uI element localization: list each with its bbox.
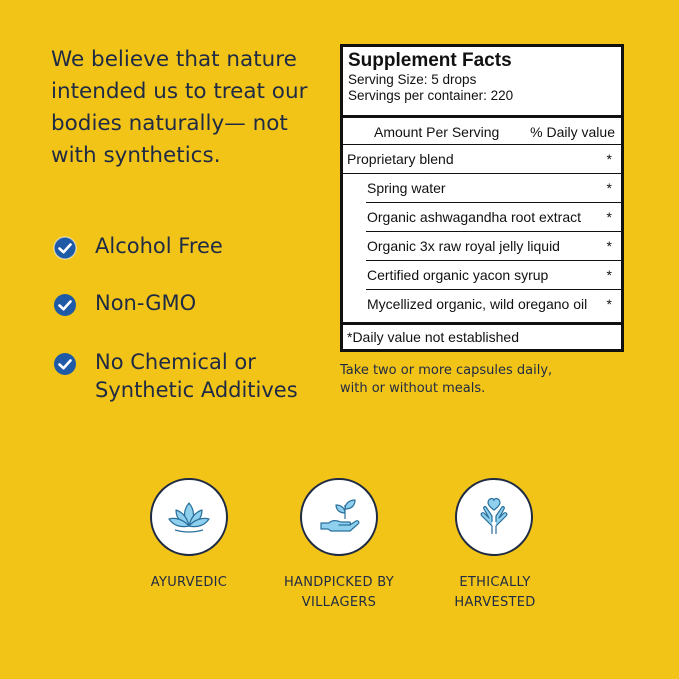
feature-label: No Chemical or Synthetic Additives bbox=[95, 350, 298, 402]
handpicked-badge bbox=[300, 478, 378, 556]
handpicked-label: HANDPICKED BY VILLAGERS bbox=[283, 575, 395, 610]
ingredient-daily-value: * bbox=[606, 267, 612, 283]
hands-with-heart-icon bbox=[472, 496, 516, 538]
serving-size: Serving Size: 5 drops bbox=[348, 72, 477, 87]
check-circle-icon bbox=[53, 293, 77, 317]
daily-value-header: % Daily value bbox=[530, 124, 615, 140]
ayurvedic-label: AYURVEDIC bbox=[150, 575, 228, 590]
ingredient-daily-value: * bbox=[606, 238, 612, 254]
facts-row bbox=[343, 261, 621, 290]
ingredient-name: Organic 3x raw royal jelly liquid bbox=[367, 238, 560, 254]
check-circle-icon bbox=[53, 236, 77, 260]
directions-text: Take two or more capsules daily, with or without meals. bbox=[340, 363, 553, 396]
feature-label: Non-GMO bbox=[95, 291, 197, 315]
amount-per-serving-header: Amount Per Serving bbox=[374, 124, 500, 140]
ingredient-name: Certified organic yacon syrup bbox=[367, 267, 549, 283]
ethically-harvested-label: ETHICALLY HARVESTED bbox=[454, 575, 536, 610]
ingredient-daily-value: * bbox=[606, 209, 612, 225]
facts-title: Supplement Facts bbox=[348, 50, 512, 71]
hand-with-sprout-icon bbox=[317, 497, 361, 537]
facts-row bbox=[343, 290, 621, 319]
ayurvedic-badge bbox=[150, 478, 228, 556]
lotus-icon bbox=[167, 499, 211, 535]
ingredient-name: Spring water bbox=[367, 180, 446, 196]
ingredient-daily-value: * bbox=[606, 296, 612, 312]
check-circle-icon bbox=[53, 352, 77, 376]
ingredient-daily-value: * bbox=[606, 180, 612, 196]
facts-row bbox=[343, 203, 621, 232]
feature-item-non-gmo bbox=[53, 289, 196, 317]
facts-row bbox=[343, 232, 621, 261]
ingredient-name: Proprietary blend bbox=[347, 151, 454, 167]
ingredient-name: Mycellized organic, wild oregano oil bbox=[367, 296, 588, 312]
tagline: We believe that nature intended us to treat our bodies naturally— not with synthetics. bbox=[51, 47, 308, 168]
feature-label: Alcohol Free bbox=[95, 234, 223, 258]
ingredient-daily-value: * bbox=[606, 151, 612, 167]
ingredient-name: Organic ashwagandha root extract bbox=[367, 209, 582, 225]
facts-row bbox=[343, 145, 621, 174]
feature-item-alcohol-free bbox=[53, 232, 223, 260]
servings-per-container: Servings per container: 220 bbox=[348, 88, 514, 103]
facts-header-row bbox=[343, 115, 621, 145]
facts-footnote: *Daily value not established bbox=[343, 322, 621, 345]
feature-item-no-chemical bbox=[53, 348, 315, 404]
facts-row bbox=[343, 174, 621, 203]
supplement-facts-panel bbox=[340, 44, 624, 352]
ethically-harvested-badge bbox=[455, 478, 533, 556]
